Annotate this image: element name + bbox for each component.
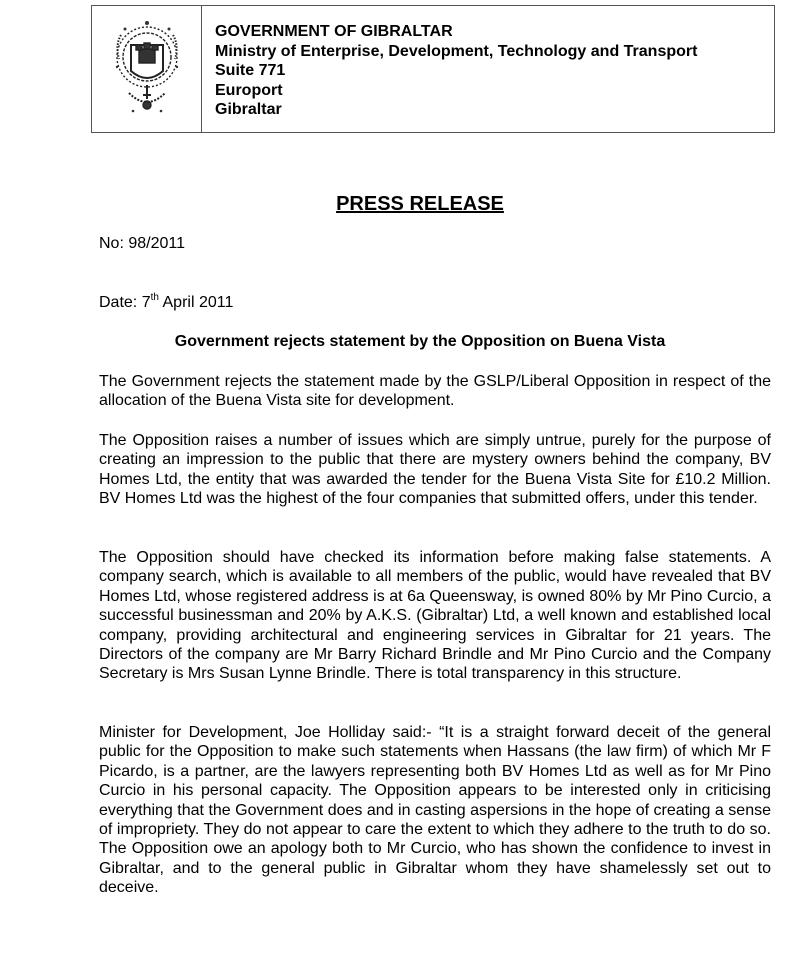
address-line: Europort <box>215 81 283 99</box>
document-title: PRESS RELEASE <box>336 193 504 215</box>
body-paragraph: The Opposition raises a number of issues which are simply untrue, purely for the purpose of creating an impression to the public that there are mystery owners behind the company, BV Homes Ltd, the entity that was awarded the tender for the Buena Vista Site for £10.2 Million. BV Homes Ltd was the highest of the four companies that submitted offers, under this tender. <box>99 432 771 508</box>
org-name: GOVERNMENT OF GIBRALTAR <box>215 23 453 40</box>
body-paragraph: Minister for Development, Joe Holliday said:- “It is a straight forward deceit of the general public for the Opposition to make such statements when Hassans (the law firm) of which Mr F Picardo, is a partner, are the lawyers representing both BV Homes Ltd as well as for Mr Pino Curcio in his personal capacity. The Opposition appears to be interested only in criticising everything that the Government does and in casting aspersions in the hope of creating a sense of impropriety. They do not appear to care the extent to which they adhere to the truth to do so. The Opposition owe an apology both to Mr Curcio, who has shown the confidence to invest in Gibraltar, and to the general public in Gibraltar whom they have shamelessly set out to deceive. <box>99 724 771 897</box>
headline: Government rejects statement by the Opposition on Buena Vista <box>174 333 666 350</box>
date-suffix: th <box>150 292 159 303</box>
date-rest: April 2011 <box>158 294 234 311</box>
letterhead-address <box>202 6 697 132</box>
address-line: Gibraltar <box>215 101 282 118</box>
body-paragraph: The Government rejects the statement made by the GSLP/Liberal Opposition in respect of the allocation of the Buena Vista site for development. <box>99 373 771 410</box>
ministry-name: Ministry of Enterprise, Development, Technology and Transport <box>215 42 698 60</box>
body-paragraph: The Opposition should have checked its information before making false statements. A company search, which is available to all members of the public, would have revealed that BV Homes Ltd, whose registered address is at 6a Queensway, is owned 80% by Mr Pino Curcio, a successful businessman and 20% by A.K.S. (Gibraltar) Ltd, a well known and established local company, providing architectural and engineering services in Gibraltar for 21 years. The Directors of the company are Mr Barry Richard Brindle and Mr Pino Curcio and the Company Secretary is Mrs Susan Lynne Brindle. There is total transparency in this structure. <box>99 549 771 683</box>
address-line: Suite 771 <box>215 62 286 79</box>
release-date <box>99 294 233 312</box>
gibraltar-crest-icon <box>107 15 187 123</box>
letterhead <box>91 5 775 133</box>
date-prefix: Date: 7 <box>99 294 151 311</box>
crest-cell <box>92 6 202 132</box>
release-number: No: 98/2011 <box>99 235 185 252</box>
